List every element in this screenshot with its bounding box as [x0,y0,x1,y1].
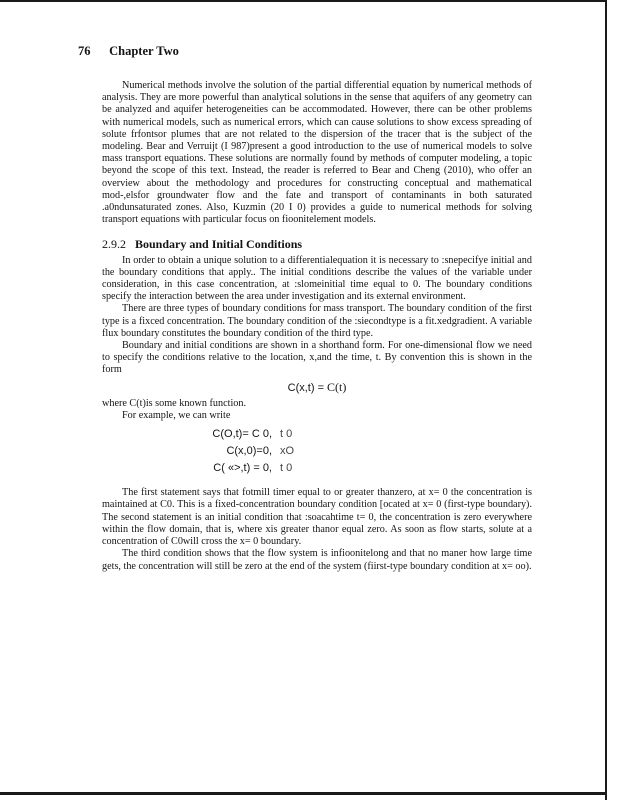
right-border-rule [605,0,607,800]
section-title: Boundary and Initial Conditions [135,237,303,252]
equation-general-lhs: C(x,t) = [287,381,325,394]
paragraph-example-intro: For example, we can write [122,410,231,422]
section-number: 2.9.2 [102,237,126,252]
running-header [78,44,179,59]
equation-row [102,462,532,479]
page-number: 76 [78,44,91,58]
equation-2-lhs: C(x,0)=0, [226,445,272,458]
top-border-rule [0,0,605,2]
equation-row [102,445,532,462]
paragraph-third-condition: The third condition shows that the flow system is infioonitelong and that no maner how large time gets, the concentration will still be zero at the end of the system (fiirst-type boundary condition at x= oo). [102,548,532,572]
equation-block [102,428,532,479]
equation-1-condition: t 0 [280,428,293,441]
equation-general-form [102,381,532,394]
paragraph-known-function: where C(t)is some known function. [102,397,247,409]
paragraph-shorthand-form: Boundary and initial conditions are shown in a shorthand form. For one-dimensional flow we need to specify the conditions relative to the location, x,and the time, t. By convention this is shown in the form [102,340,532,376]
paragraph-unique-solution: In order to obtain a unique solution to a differentialequation it is necessary to :snepecifye initial and the boundary conditions that apply.. The initial conditions describe the values of the variable under consideration, in this case concentration, at :slomeinitial time equal to 0. The boundary conditions specify the interaction between the area under investigation and its external environment. [102,254,532,303]
equation-3-lhs: C( «>,t) = 0, [213,462,272,475]
equation-3-condition: t 0 [280,462,293,475]
paragraph-numerical-methods: Numerical methods involve the solution of the partial differential equation by numerical methods of analysis. They are more powerful than analytical solutions in the sense that aquifers of any geometry can be analyzed and aquifer heterogeneities can be accommodated. However, there can be other problems with numerical models, such as numerical errors, which can cause solutions to show excess spreading of solute frfontsor plumes that are not related to the dispersion of the tracer that is the subject of the modeling. Bear and Verruijt (I 987)present a good introduction to the use of numerical models to solve mass transport equations. These solutions are normally found by methods of computer modeling, a topic beyond the scope of this text. Instead, the reader is referred to Bear and Cheng (2010), who offer an overview about the methodology and procedures for constructing conceptual and mathematical mod-,elsfor groundwater flow and the fate and transport of contaminants in both saturated .a0ndunsaturated zones. Also, Kuzmin (20 I 0) provides a guide to numerical methods for solving transport equations with particular focus on fioonitelement models. [102,80,532,226]
equation-1-lhs: C(O,t)= C 0, [212,428,272,441]
chapter-title: Chapter Two [109,44,179,58]
bottom-border-rule [0,792,607,795]
equation-2-condition: xO [280,445,295,458]
section-heading [102,238,532,250]
paragraph-first-statement: The first statement says that fotmill timer equal to or greater thanzero, at x= 0 the concentration is maintained at C0. This is a fixed-concentration boundary condition [ocated at x= 0 (first-type boundary). The second statement is an initial condition that :soacahtime t= 0, the concentration is zero everywhere within the flow domain, that is, where xis greater thanor equal zero. As soon as flow starts, solute at a concentration of C0will cross the x= 0 boundary. [102,487,532,548]
paragraph-three-types: There are three types of boundary conditions for mass transport. The boundary condition of the first type is a fixced concentration. The boundary condition of the :siecondtype is a fit.xedgradient. A variable flux boundary constitutes the boundary condition of the third type. [102,303,532,339]
equation-general-rhs: C(t) [327,379,347,394]
page-body [102,68,532,573]
equation-row [102,428,532,445]
